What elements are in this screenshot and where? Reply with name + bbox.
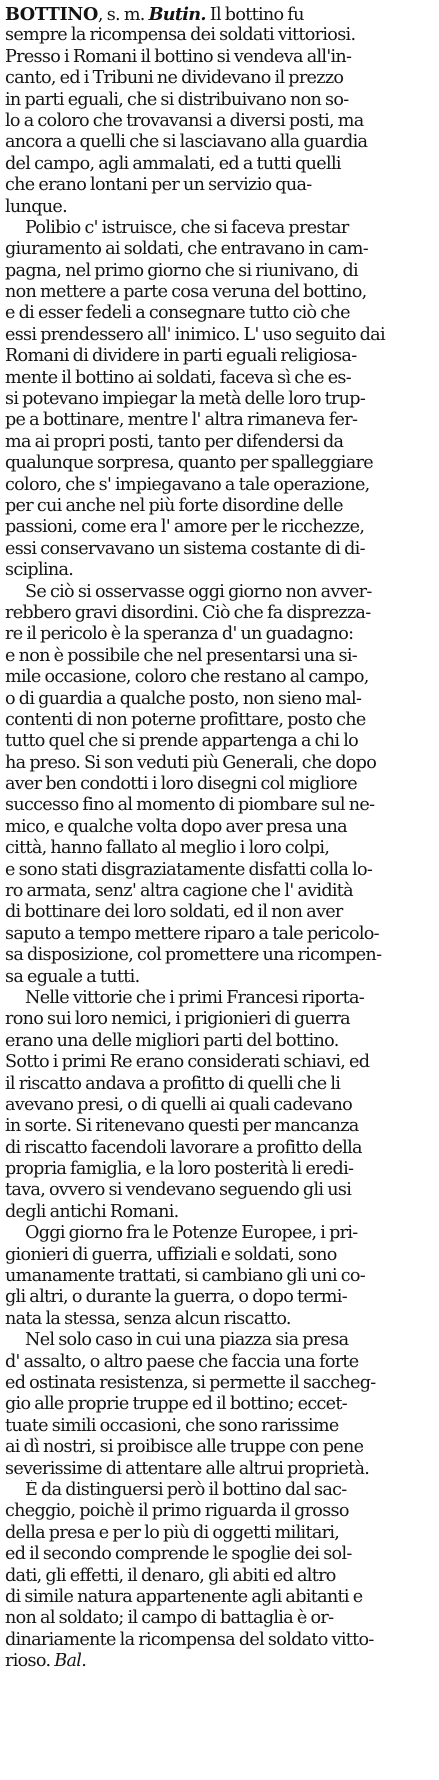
line-text: degli antichi Romani. <box>5 1201 179 1222</box>
text-line <box>5 432 435 453</box>
author-signature: Bal. <box>54 1651 87 1672</box>
text-line <box>5 646 435 667</box>
text-line <box>5 689 435 710</box>
line-text: avevano presi, o di quelli ai quali cadevano <box>5 1094 353 1115</box>
line-text: di bottinare dei loro soldati, ed il non aver <box>5 902 343 923</box>
line-text: propria famiglia, e la loro posterità li eredi- <box>5 1159 354 1180</box>
line-text: gio alle proprie truppe ed il bottino; eccet- <box>5 1394 347 1415</box>
line-text: sempre la ricompensa dei soldati vittoriosi. <box>5 25 356 46</box>
text-line <box>5 817 435 838</box>
text-line <box>5 945 435 966</box>
text-line <box>5 1373 435 1394</box>
line-text: mile occasione, coloro che restano al campo, <box>5 667 369 688</box>
text-line <box>5 239 435 260</box>
line-text: ha preso. Si son veduti più Generali, che dopo <box>5 752 377 773</box>
line-text: giuramento ai soldati, che entravano in cam- <box>5 239 368 260</box>
line-text: e di esser fedeli a consegnare tutto ciò che <box>5 303 350 324</box>
text-line <box>5 603 435 624</box>
text-line <box>5 988 435 1009</box>
text-line <box>5 1031 435 1052</box>
line-text: ancora a quelli che si lasciavano alla guardia <box>5 132 368 153</box>
line-text: ed il secondo comprende le spoglie dei sol- <box>5 1544 352 1565</box>
text-line <box>5 1566 435 1587</box>
text-line <box>5 1202 435 1223</box>
line-text: rioso. <box>5 1651 51 1672</box>
line-text: dati, gli effetti, il denaro, gli abiti ed altro <box>5 1565 336 1586</box>
text-line <box>5 346 435 367</box>
line-text: cheggio, poichè il primo riguarda il grosso <box>5 1501 349 1522</box>
line-text: o di guardia a qualche posto, non sieno mal- <box>5 688 362 709</box>
entry-headword: BOTTINO <box>5 4 98 25</box>
text-line <box>5 90 435 111</box>
line-text: saputo a tempo mettere riparo a tale pericolo- <box>5 923 379 944</box>
line-text: sciplina. <box>5 560 74 581</box>
text-line <box>5 967 435 988</box>
text-line <box>5 261 435 282</box>
text-line <box>5 4 435 25</box>
entry-french-term: Butin. <box>148 4 206 25</box>
text-line <box>5 197 435 218</box>
text-line <box>5 1480 435 1501</box>
line-text: coloro, che s' impiegavano a tale operazione, <box>5 474 370 495</box>
line-text: erano una delle migliori parti del bottino. <box>5 1030 339 1051</box>
text-line <box>5 111 435 132</box>
text-line <box>5 1437 435 1458</box>
line-text: rono sui loro nemici, i prigionieri di guerra <box>5 1009 350 1030</box>
line-text: Presso i Romani il bottino si vendeva all'in- <box>5 46 352 67</box>
text-line <box>5 389 435 410</box>
line-text: Il bottino fu <box>209 5 304 25</box>
text-line <box>5 795 435 816</box>
text-line <box>5 282 435 303</box>
text-line <box>5 175 435 196</box>
text-line <box>5 1630 435 1651</box>
text-line <box>5 667 435 688</box>
text-line <box>5 68 435 89</box>
line-text: sa disposizione, col promettere una ricompen- <box>5 945 382 966</box>
line-text: mente il bottino ai soldati, faceva sì che es- <box>5 367 351 388</box>
line-text: nata la stessa, senza alcun riscatto. <box>5 1308 291 1329</box>
line-text: lunque. <box>5 196 67 217</box>
text-line <box>5 1223 435 1244</box>
line-text: Nelle vittorie che i primi Francesi riporta- <box>25 987 364 1008</box>
line-text: pagna, nel primo giorno che si riunivano, di <box>5 260 358 281</box>
text-line <box>5 860 435 881</box>
line-text: rebbero gravi disordini. Ciò che fa disprezza- <box>5 602 371 623</box>
text-line <box>5 517 435 538</box>
text-line <box>5 132 435 153</box>
text-line <box>5 1266 435 1287</box>
line-text: È da distinguersi però il bottino dal sac- <box>25 1479 347 1500</box>
text-line <box>5 410 435 431</box>
line-text: Se ciò si osservasse oggi giorno non avver- <box>25 581 372 602</box>
text-line <box>5 325 435 346</box>
line-text: d' assalto, o altro paese che faccia una forte <box>5 1351 359 1372</box>
text-line <box>5 218 435 239</box>
text-line <box>5 1416 435 1437</box>
line-text: il riscatto andava a profitto di quelli che li <box>5 1073 341 1094</box>
line-text: in sorte. Si ritenevano questi per mancanza <box>5 1116 359 1137</box>
text-line <box>5 303 435 324</box>
line-text: essi conservavano un sistema costante di di- <box>5 538 365 559</box>
entry-body <box>5 4 435 1672</box>
line-text: canto, ed i Tribuni ne dividevano il prezzo <box>5 68 344 89</box>
text-line <box>5 753 435 774</box>
line-text: per cui anche nel più forte disordine delle <box>5 495 343 516</box>
line-text: successo fino al momento di piombare sul ne- <box>5 795 375 816</box>
text-line <box>5 1009 435 1030</box>
text-line <box>5 1501 435 1522</box>
text-line <box>5 1587 435 1608</box>
text-line <box>5 838 435 859</box>
text-line <box>5 453 435 474</box>
text-line <box>5 368 435 389</box>
line-text: non mettere a parte cosa veruna del bottino, <box>5 282 367 303</box>
line-text: Nel solo caso in cui una piazza sia presa <box>25 1330 349 1351</box>
text-line <box>5 1074 435 1095</box>
line-text: Sotto i primi Re erano considerati schiavi, ed <box>5 1052 370 1073</box>
text-line <box>5 496 435 517</box>
line-text: non al soldato; il campo di battaglia è or- <box>5 1608 334 1629</box>
line-text: essi prendessero all' inimico. L' uso seguito dai <box>5 324 385 345</box>
text-line <box>5 1309 435 1330</box>
text-line <box>5 1523 435 1544</box>
text-line <box>5 1352 435 1373</box>
line-text: lo a coloro che trovavansi a diversi posti, ma <box>5 110 364 131</box>
text-line <box>5 902 435 923</box>
line-text: in parti eguali, che si distribuivano non so- <box>5 89 349 110</box>
line-text: umanamente trattati, si cambiano gli uni co- <box>5 1266 366 1287</box>
line-text: tutto quel che si prende appartenga a chi lo <box>5 731 359 752</box>
text-line <box>5 25 435 46</box>
line-text: tuate simili occasioni, che sono rarissime <box>5 1415 339 1436</box>
text-line <box>5 539 435 560</box>
line-text: del campo, agli ammalati, ed a tutti quelli <box>5 153 341 174</box>
text-line <box>5 710 435 731</box>
line-text: di riscatto facendoli lavorare a profitto della <box>5 1137 362 1158</box>
text-line <box>5 924 435 945</box>
line-text: mico, e qualche volta dopo aver presa una <box>5 816 347 837</box>
line-text: aver ben condotti i loro disegni col migliore <box>5 774 358 795</box>
text-line <box>5 582 435 603</box>
line-text: Oggi giorno fra le Potenze Europee, i pri- <box>25 1223 358 1244</box>
line-text: città, hanno fallato al meglio i loro colpi, <box>5 838 330 859</box>
line-text: si potevano impiegar la metà delle loro trup- <box>5 389 366 410</box>
text-line <box>5 475 435 496</box>
line-text: passioni, come era l' amore per le ricchezze, <box>5 517 365 538</box>
text-line <box>5 154 435 175</box>
text-line <box>5 1330 435 1351</box>
text-line <box>5 731 435 752</box>
line-text: ro armata, senz' altra cagione che l' avidità <box>5 881 353 902</box>
text-line <box>5 1544 435 1565</box>
text-line <box>5 1651 435 1672</box>
text-line <box>5 624 435 645</box>
line-text: e non è possibile che nel presentarsi una si- <box>5 645 357 666</box>
line-text: re il pericolo è la speranza d' un guadagno: <box>5 624 354 645</box>
line-text: della presa e per lo più di oggetti militari, <box>5 1522 340 1543</box>
line-text: gionieri di guerra, uffiziali e soldati, sono <box>5 1244 337 1265</box>
text-line <box>5 47 435 68</box>
text-line <box>5 774 435 795</box>
text-line <box>5 1287 435 1308</box>
text-line <box>5 1245 435 1266</box>
line-text: contenti di non poterne profittare, posto che <box>5 709 366 730</box>
line-text: che erano lontani per un servizio qua- <box>5 175 312 196</box>
text-line <box>5 1095 435 1116</box>
line-text: sa eguale a tutti. <box>5 966 140 987</box>
line-text: tava, ovvero si vendevano seguendo gli usi <box>5 1180 352 1201</box>
line-text: pe a bottinare, mentre l' altra rimaneva fer- <box>5 410 358 431</box>
text-line <box>5 1116 435 1137</box>
text-line <box>5 881 435 902</box>
line-text: Polibio c' istruisce, che si faceva prestar <box>25 217 349 238</box>
line-text: ma ai propri posti, tanto per difendersi da <box>5 431 344 452</box>
text-line <box>5 1052 435 1073</box>
text-line <box>5 560 435 581</box>
entry-grammar: , s. m. <box>97 5 149 25</box>
text-line <box>5 1159 435 1180</box>
line-text: Romani di dividere in parti eguali religiosa- <box>5 346 357 367</box>
line-text: dinariamente la ricompensa del soldato vitto- <box>5 1629 374 1650</box>
line-text: di simile natura appartenente agli abitanti e <box>5 1586 363 1607</box>
line-text: severissime di attentare alle altrui proprietà. <box>5 1458 370 1479</box>
line-text: e sono stati disgraziatamente disfatti colla lo- <box>5 859 373 880</box>
line-text: qualunque sorpresa, quanto per spalleggiare <box>5 453 373 474</box>
line-text: ai dì nostri, si proibisce alle truppe con pene <box>5 1437 364 1458</box>
text-line <box>5 1459 435 1480</box>
line-text: ed ostinata resistenza, si permette il saccheg- <box>5 1373 376 1393</box>
line-text: gli altri, o durante la guerra, o dopo termi- <box>5 1287 347 1308</box>
text-line <box>5 1180 435 1201</box>
text-line <box>5 1394 435 1415</box>
text-line <box>5 1138 435 1159</box>
dictionary-page <box>0 4 439 1780</box>
text-line <box>5 1608 435 1629</box>
